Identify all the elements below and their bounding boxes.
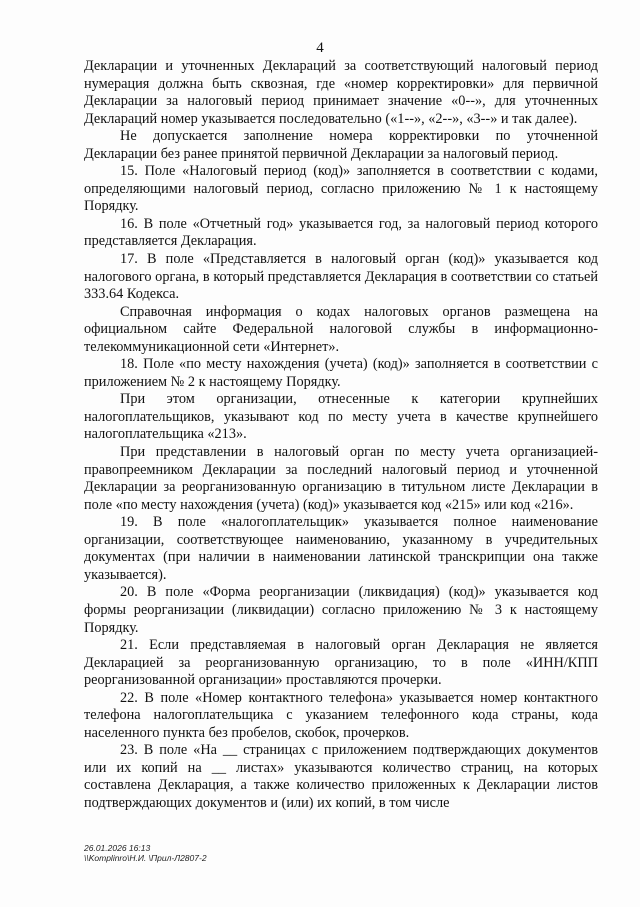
paragraph: 20. В поле «Форма реорганизации (ликвидация) (код)» указывается код формы реорганизации (ликвидации) согласно приложению № 3 к настоящему Порядку. (84, 584, 598, 636)
footer-timestamp: 26.01.2026 16:13 (84, 843, 151, 853)
paragraph: 17. В поле «Представляется в налоговый орган (код)» указывается код налогового органа, в который представляется Декларация в соответствии со статьей 333.64 Кодекса. (84, 251, 598, 303)
page-number: 4 (316, 40, 324, 56)
paragraph: Справочная информация о кодах налоговых органов размещена на официальном сайте Федеральной налоговой службы в информационно-телекоммуникационной сети «Интернет». (84, 303, 598, 355)
paragraph: 22. В поле «Номер контактного телефона» указывается номер контактного телефона налогоплательщика с указанием телефонного кода страны, кода населенного пункта без пробелов, скобок, прочерков. (84, 689, 598, 741)
paragraph: 15. Поле «Налоговый период (код)» заполняется в соответствии с кодами, определяющими налоговый период, согласно приложению № 1 к настоящему Порядку. (84, 163, 598, 215)
paragraph: При представлении в налоговый орган по месту учета организацией-правопреемником Декларации за последний налоговый период и уточненной Декларации за реорганизованную организацию в титульном листе Декларации в поле «по месту нахождения (учета) (код)» указывается код «215» или код «216». (84, 444, 598, 513)
paragraph: 19. В поле «налогоплательщик» указывается полное наименование организации, соответствующее наименованию, указанному в учредительных документах (при наличии в наименовании латинской транскрипции она также указывается). (84, 514, 598, 583)
paragraph: 16. В поле «Отчетный год» указывается год, за налоговый период которого представляется Декларация. (84, 215, 598, 250)
paragraph: Декларации и уточненных Деклараций за соответствующий налоговый период нумерация должна быть сквозная, где «номер корректировки» для первичной Декларации за налоговый период принимает значение «0--», для уточненных Деклараций номер указывается последовательно («1--», «2--», «3--» и так далее). (84, 58, 598, 127)
paragraph: 21. Если представляемая в налоговый орган Декларация не является Декларацией за реорганизованную организацию, то в поле «ИНН/КПП реорганизованной организации» проставляются прочерки. (84, 637, 598, 689)
paragraph: При этом организации, отнесенные к категории крупнейших налогоплательщиков, указывают код по месту учета в качестве крупнейшего налогоплательщика «213». (84, 391, 598, 443)
paragraph: Не допускается заполнение номера корректировки по уточненной Декларации без ранее принятой первичной Декларации за налоговый период. (84, 128, 598, 162)
footer-file-path: \\Komplinro\Н.И. \Прил-Л2807-2 (84, 853, 207, 863)
paragraph: 23. В поле «На __ страницах с приложением подтверждающих документов или их копий на __ листах» указываются количество страниц, на которых составлена Декларация, а также количество приложенных к Декларации листов подтверждающих документов и (или) их копий, в том числе (84, 742, 598, 811)
footer-stamp (84, 843, 207, 863)
paragraph: 18. Поле «по месту нахождения (учета) (код)» заполняется в соответствии с приложением № 2 к настоящему Порядку. (84, 356, 598, 390)
document-body (84, 58, 598, 813)
